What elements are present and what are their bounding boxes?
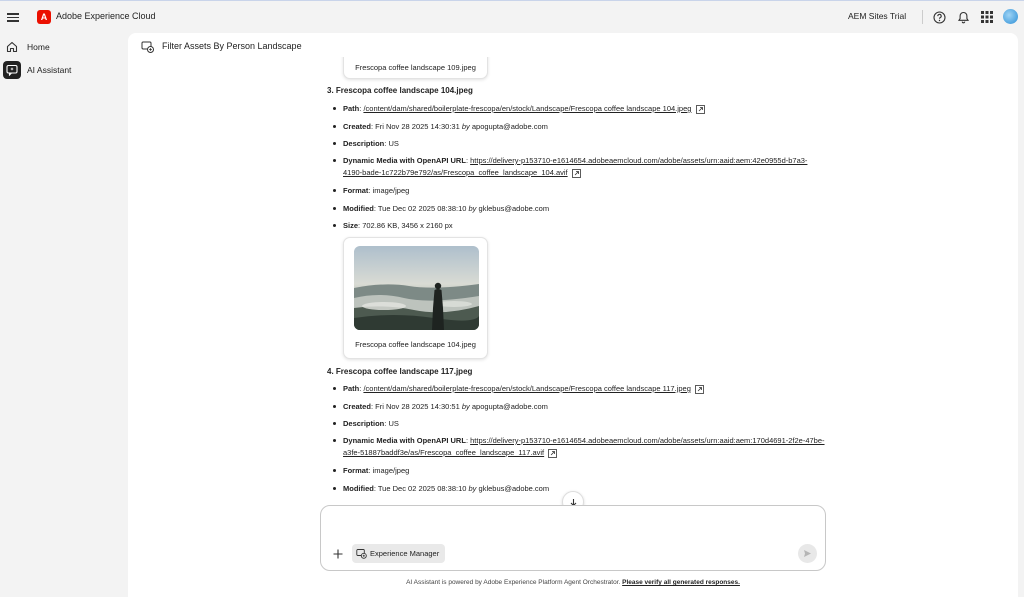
chat-response[interactable] <box>128 57 1018 507</box>
add-attachment-button[interactable] <box>331 547 345 561</box>
list-item-created: Created: Fri Nov 28 2025 14:30:51 by apogupta@adobe.com <box>333 402 548 411</box>
chip-label: Experience Manager <box>370 549 440 558</box>
nav-item-home[interactable] <box>3 37 125 57</box>
top-bar <box>0 1 1024 33</box>
avatar[interactable] <box>1003 9 1018 24</box>
send-button[interactable] <box>798 544 817 563</box>
page-title: Filter Assets By Person Landscape <box>162 41 302 51</box>
path-link[interactable]: /content/dam/shared/boilerplate-frescopa/en/stock/Landscape/Frescopa coffee landscape 117.jpeg <box>363 384 691 393</box>
adobe-logo[interactable]: A <box>37 10 51 24</box>
apps-icon[interactable] <box>980 10 994 24</box>
nav-label-ai-assistant: AI Assistant <box>27 65 72 75</box>
dm-url-link-cont[interactable]: a3fe-51887baddf3e/as/Frescopa_coffee_landscape_117.avif <box>343 448 545 457</box>
help-icon[interactable] <box>932 10 946 24</box>
list-item-path: Path: /content/dam/shared/boilerplate-frescopa/en/stock/Landscape/Frescopa coffee landscape 104.jpeg <box>333 104 705 114</box>
experience-manager-chip[interactable] <box>352 544 445 563</box>
list-item-dm-url-cont <box>343 168 581 178</box>
prompt-composer[interactable] <box>320 505 826 571</box>
nav-label-home: Home <box>27 42 50 52</box>
main-panel <box>128 33 1018 597</box>
card-caption: Frescopa coffee landscape 109.jpeg <box>355 63 476 72</box>
org-switcher[interactable]: AEM Sites Trial <box>848 11 907 21</box>
list-item-dm-url: Dynamic Media with OpenAPI URL: https://delivery-p153710-e1614654.adobeaemcloud.com/adobe/assets/urn:aaid:aem:170d4691-2f2e-47be- <box>333 436 825 445</box>
experience-manager-icon <box>356 548 367 559</box>
list-item-description: Description: US <box>333 419 399 428</box>
plus-icon <box>333 549 343 559</box>
external-link-icon[interactable] <box>696 105 705 114</box>
dm-url-link[interactable]: https://delivery-p153710-e1614654.adobeaemcloud.com/adobe/assets/urn:aaid:aem:170d4691-2f2e-47be- <box>470 436 825 445</box>
dm-url-link-cont[interactable]: 4190-bade-1c722b79e792/as/Frescopa_coffee_landscape_104.avif <box>343 168 568 177</box>
list-item-modified: Modified: Tue Dec 02 2025 08:38:10 by gklebus@adobe.com <box>333 204 549 213</box>
ai-assistant-icon <box>3 61 21 79</box>
asset-heading: 4. Frescopa coffee landscape 117.jpeg <box>327 367 473 376</box>
bell-icon[interactable] <box>956 10 970 24</box>
list-item-size: Size: 702.86 KB, 3456 x 2160 px <box>333 221 453 230</box>
list-item-modified: Modified: Tue Dec 02 2025 08:38:10 by gklebus@adobe.com <box>333 484 549 493</box>
external-link-icon[interactable] <box>548 449 557 458</box>
asset-heading: 3. Frescopa coffee landscape 104.jpeg <box>327 86 473 95</box>
menu-icon[interactable] <box>7 11 19 23</box>
list-item-dm-url: Dynamic Media with OpenAPI URL: https://delivery-p153710-e1614654.adobeaemcloud.com/adobe/assets/urn:aaid:aem:42e0955d-b7a3- <box>333 156 807 165</box>
list-item-path: Path: /content/dam/shared/boilerplate-frescopa/en/stock/Landscape/Frescopa coffee landscape 117.jpeg <box>333 384 704 394</box>
list-item-dm-url-cont <box>343 448 557 458</box>
verify-responses-link[interactable]: Please verify all generated responses. <box>622 579 740 586</box>
list-item-created: Created: Fri Nov 28 2025 14:30:31 by apogupta@adobe.com <box>333 122 548 131</box>
asset-thumbnail[interactable] <box>354 246 479 330</box>
left-nav <box>0 33 128 597</box>
home-icon <box>3 38 21 56</box>
divider <box>922 10 923 24</box>
card-caption: Frescopa coffee landscape 104.jpeg <box>355 340 476 349</box>
asset-card-109[interactable] <box>343 57 488 79</box>
nav-item-ai-assistant[interactable] <box>3 60 125 80</box>
send-icon <box>803 549 812 558</box>
list-item-description: Description: US <box>333 139 399 148</box>
filter-assets-icon <box>141 40 155 54</box>
external-link-icon[interactable] <box>695 385 704 394</box>
brand-name[interactable]: Adobe Experience Cloud <box>56 11 156 21</box>
footer-disclaimer: AI Assistant is powered by Adobe Experience Platform Agent Orchestrator. Please verify all generated responses. <box>406 579 740 586</box>
external-link-icon[interactable] <box>572 169 581 178</box>
list-item-format: Format: image/jpeg <box>333 466 409 475</box>
prompt-input[interactable] <box>331 514 817 538</box>
dm-url-link[interactable]: https://delivery-p153710-e1614654.adobeaemcloud.com/adobe/assets/urn:aaid:aem:42e0955d-b7a3- <box>470 156 808 165</box>
path-link[interactable]: /content/dam/shared/boilerplate-frescopa/en/stock/Landscape/Frescopa coffee landscape 104.jpeg <box>363 104 692 113</box>
asset-card-104[interactable] <box>343 237 488 359</box>
list-item-format: Format: image/jpeg <box>333 186 409 195</box>
